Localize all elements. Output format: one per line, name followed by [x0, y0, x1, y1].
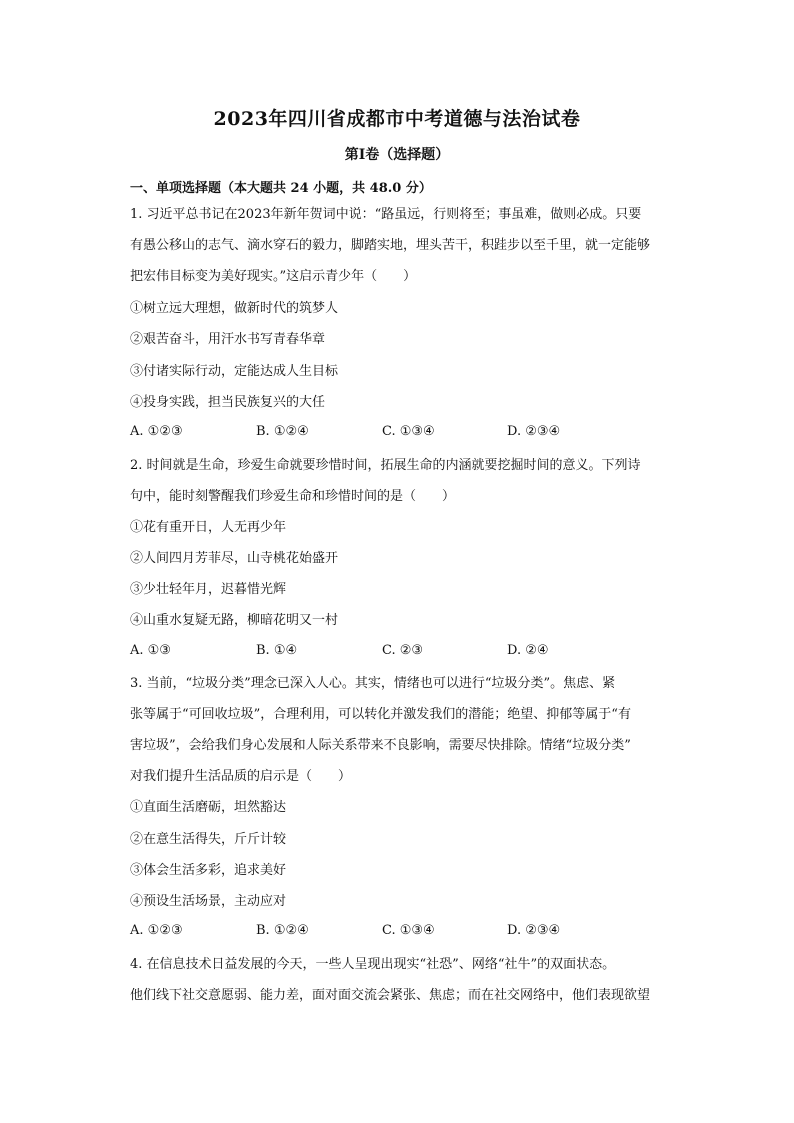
choice-c[interactable]: C. ①③④	[382, 923, 435, 938]
page-title: 2023年四川省成都市中考道德与法治试卷	[213, 108, 581, 130]
choice-c[interactable]: C. ②③	[382, 643, 424, 658]
question-1-option-item: ④投身实践，担当民族复兴的大任	[130, 395, 326, 410]
question-2-text-line: 2. 时间就是生命，珍爱生命就要珍惜时间，拓展生命的内涵就要挖掘时间的意义。下列诗	[130, 458, 641, 473]
question-3-text-line: 害垃圾”，会给我们身心发展和人际关系带来不良影响，需要尽快排除。情绪“垃圾分类”	[130, 738, 631, 753]
question-2-option-item: ③少壮轻年月，迟暮惜光辉	[130, 582, 287, 597]
question-2-choices	[130, 643, 664, 663]
question-4-text-line: 他们线下社交意愿弱、能力差，面对面交流会紧张、焦虑；而在社交网络中，他们表现欲望	[130, 988, 651, 1003]
choice-a[interactable]: A. ①②③	[130, 923, 183, 938]
choice-d[interactable]: D. ②④	[507, 643, 549, 658]
choice-b[interactable]: B. ①②④	[256, 923, 309, 938]
question-1-option-item: ②艰苦奋斗，用汗水书写青春华章	[130, 332, 326, 347]
question-2-option-item: ①花有重开日，人无再少年	[130, 520, 287, 535]
question-3-option-item: ②在意生活得失，斤斤计较	[130, 832, 287, 847]
choice-d[interactable]: D. ②③④	[507, 923, 561, 938]
choice-a[interactable]: A. ①③	[130, 643, 171, 658]
question-3-text-line: 张等属于“可回收垃圾”，合理利用，可以转化并激发我们的潜能；绝望、抑郁等属于“有	[130, 707, 631, 722]
question-2-option-item: ④山重水复疑无路，柳暗花明又一村	[130, 613, 339, 628]
choice-d[interactable]: D. ②③④	[507, 424, 561, 439]
section-heading: 一、单项选择题（本大题共 24 小题，共 48.0 分）	[130, 181, 432, 196]
question-1-option-item: ③付诸实际行动，定能达成人生目标	[130, 364, 339, 379]
question-3-choices	[130, 923, 664, 943]
choice-c[interactable]: C. ①③④	[382, 424, 435, 439]
choice-a[interactable]: A. ①②③	[130, 424, 183, 439]
question-1-text-line: 把宏伟目标变为美好现实。”这启示青少年（ ）	[130, 269, 417, 284]
question-2-text-line: 句中，能时刻警醒我们珍爱生命和珍惜时间的是（ ）	[130, 489, 456, 504]
question-1-text-line: 1. 习近平总书记在2023年新年贺词中说：“路虽远，行则将至；事虽难，做则必成。只要	[130, 207, 642, 222]
question-4-text-line: 4. 在信息技术日益发展的今天，一些人呈现出现实“社恐”、网络“社牛”的双面状态。	[130, 957, 616, 972]
question-3-option-item: ③体会生活多彩，追求美好	[130, 863, 287, 878]
question-3-text-line: 3. 当前，“垃圾分类”理念已深入人心。其实，情绪也可以进行“垃圾分类”。焦虑、紧	[130, 676, 616, 691]
choice-b[interactable]: B. ①②④	[256, 424, 309, 439]
question-3-text-line: 对我们提升生活品质的启示是（ ）	[130, 769, 352, 784]
question-1-text-line: 有愚公移山的志气、滴水穿石的毅力，脚踏实地，埋头苦干，积跬步以至千里，就一定能够	[130, 238, 651, 253]
question-1-option-item: ①树立远大理想，做新时代的筑梦人	[130, 301, 339, 316]
question-2-option-item: ②人间四月芳菲尽，山寺桃花始盛开	[130, 551, 339, 566]
choice-b[interactable]: B. ①④	[256, 643, 298, 658]
question-3-option-item: ①直面生活磨砺，坦然豁达	[130, 800, 287, 815]
page-subtitle: 第Ⅰ卷（选择题）	[344, 147, 450, 163]
question-3-option-item: ④预设生活场景，主动应对	[130, 894, 287, 909]
question-1-choices	[130, 424, 664, 444]
